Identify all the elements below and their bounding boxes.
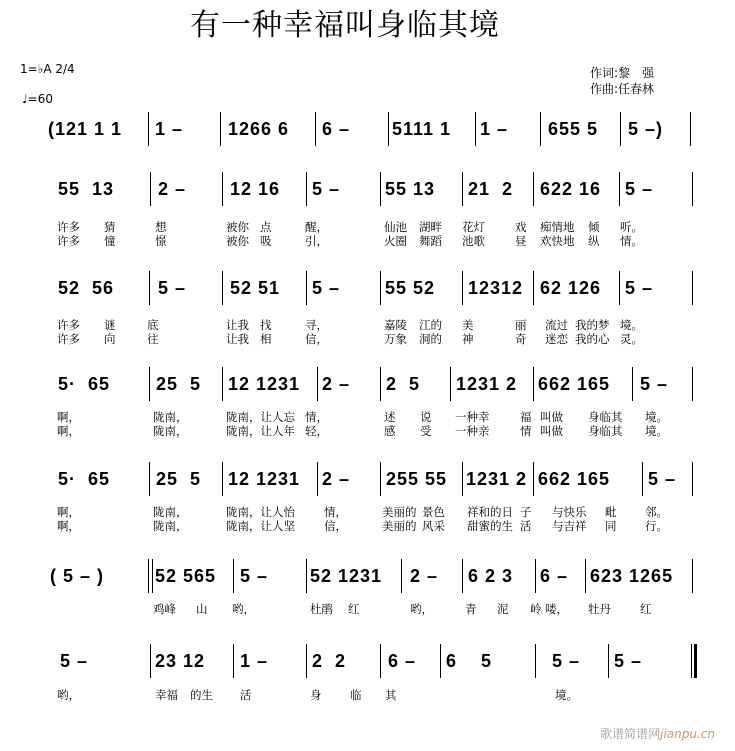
lyric-word: 寻， (305, 318, 328, 332)
lyric-word: 陇南， (153, 410, 188, 424)
lyric-word: 许多 (57, 332, 80, 346)
measure: 5 – (60, 651, 89, 671)
measure: 5 – (640, 374, 669, 394)
lyric-word: 引， (305, 234, 328, 248)
lyric-word: 万象 (384, 332, 407, 346)
barline (608, 644, 609, 678)
measure: 5111 1 (392, 119, 452, 139)
lyric-word: 轻， (305, 424, 328, 438)
measure: 52 51 (230, 278, 281, 298)
lyric-word: 美 (462, 318, 474, 332)
lyric-word: 红 (640, 602, 652, 616)
barline (692, 172, 693, 206)
lyric-word: 景色 (422, 505, 445, 519)
measure: 23 12 (155, 651, 206, 671)
barline (450, 367, 451, 401)
barline (306, 559, 307, 593)
song-title: 有一种幸福叫身临其境 (190, 8, 500, 43)
barline (691, 644, 692, 678)
barline (619, 271, 620, 305)
lyric-word: 想 (155, 220, 167, 234)
lyric-word: 身 (310, 688, 322, 702)
measure: 1 – (240, 651, 269, 671)
tempo-marking: ♩=60 (22, 92, 53, 106)
lyric-word: 情， (324, 505, 347, 519)
lyric-word: 底 (147, 318, 159, 332)
lyric-word: 猜 (104, 220, 116, 234)
barline (222, 367, 223, 401)
lyric-word: 受 (420, 424, 432, 438)
barline (585, 559, 586, 593)
measure: 2 2 (312, 651, 347, 671)
lyric-word: 奇 (515, 332, 527, 346)
barline (692, 559, 693, 593)
lyric-word: 流过 (545, 318, 568, 332)
lyric-word: 牡丹 (588, 602, 611, 616)
lyric-word: 灵。 (620, 332, 643, 346)
measure: 5 – (312, 179, 341, 199)
lyric-word: 啊， (57, 519, 80, 533)
barline (533, 172, 534, 206)
lyric-word: 往 (147, 332, 159, 346)
lyric-word: 陇南，让人忘 (226, 410, 295, 424)
lyric-word: 我的心 (575, 332, 610, 346)
lyric-word: 其 (385, 688, 397, 702)
barline (152, 559, 153, 593)
measure: 5 – (648, 469, 677, 489)
lyric-word: 山 (196, 602, 208, 616)
measure: 12 16 (230, 179, 281, 199)
lyric-word: 憧 (104, 234, 116, 248)
barline (149, 367, 150, 401)
lyric-word: 啊， (57, 424, 80, 438)
barline (462, 462, 463, 496)
lyric-word: 仙池 (384, 220, 407, 234)
measure: 1 – (480, 119, 509, 139)
barline (535, 644, 536, 678)
barline (462, 271, 463, 305)
lyric-word: 江的 (419, 318, 442, 332)
barline (533, 462, 534, 496)
watermark-cn: 歌谱简谱网 (600, 727, 661, 741)
barline (306, 271, 307, 305)
measure: 12 1231 (228, 374, 301, 394)
measure: 1 – (155, 119, 184, 139)
lyric-word: 祥和的日 (467, 505, 513, 519)
lyric-word: 境。 (620, 318, 643, 332)
measure: ( 5 – ) (50, 566, 105, 586)
barline (632, 367, 633, 401)
measure: 2 – (158, 179, 187, 199)
barline (642, 462, 643, 496)
lyric-word: 点 (260, 220, 272, 234)
barline (315, 112, 316, 146)
barline (401, 559, 402, 593)
lyric-word: 美丽的 (382, 519, 417, 533)
barline (380, 367, 381, 401)
lyric-word: 被你 (226, 234, 249, 248)
lyric-word: 嘉陵 (384, 318, 407, 332)
measure: 62 126 (540, 278, 602, 298)
lyric-word: 泥 (497, 602, 509, 616)
lyric-word: 昼 (515, 234, 527, 248)
lyric-word: 哟， (57, 688, 80, 702)
barline (533, 367, 534, 401)
lyric-word: 与吉祥 (552, 519, 587, 533)
lyric-word: 美丽的 (382, 505, 417, 519)
lyric-word: 丽 (515, 318, 527, 332)
lyric-word: 让我 (226, 332, 249, 346)
lyric-word: 喽， (545, 602, 568, 616)
lyric-word: 哟， (232, 602, 255, 616)
measure: 6 2 3 (468, 566, 514, 586)
lyric-word: 情。 (620, 234, 643, 248)
barline (150, 172, 151, 206)
measure: 5· 65 (58, 374, 111, 394)
lyric-word: 境。 (645, 410, 668, 424)
barline (233, 644, 234, 678)
lyric-word: 行。 (645, 519, 668, 533)
barline (619, 172, 620, 206)
lyric-word: 情， (305, 410, 328, 424)
lyric-word: 相 (260, 332, 272, 346)
lyric-word: 幸福 (155, 688, 178, 702)
lyric-word: 啊， (57, 505, 80, 519)
lyric-word: 神 (462, 332, 474, 346)
lyric-word: 信， (324, 519, 347, 533)
lyric-word: 境。 (555, 688, 578, 702)
measure: 25 5 (156, 469, 202, 489)
lyric-word: 感 (384, 424, 396, 438)
measure: (121 1 1 (48, 119, 123, 139)
barline (690, 112, 691, 146)
measure: 5 – (312, 278, 341, 298)
measure: 2 – (322, 469, 351, 489)
measure: 2 – (410, 566, 439, 586)
barline (222, 172, 223, 206)
barline (692, 271, 693, 305)
lyric-word: 憬 (155, 234, 167, 248)
measure: 12 1231 (228, 469, 301, 489)
barline (222, 271, 223, 305)
watermark (600, 727, 715, 741)
barline (462, 172, 463, 206)
lyric-word: 与快乐 (552, 505, 587, 519)
lyric-word: 被你 (226, 220, 249, 234)
lyric-word: 哟， (410, 602, 433, 616)
lyric-word: 痴情地 (540, 220, 575, 234)
measure: 1231 2 (466, 469, 528, 489)
barline (533, 271, 534, 305)
lyric-word: 向 (104, 332, 116, 346)
barline (149, 462, 150, 496)
barline (535, 559, 536, 593)
lyric-word: 子 (520, 505, 532, 519)
barline (306, 644, 307, 678)
key-signature: 1=♭A 2/4 (20, 62, 75, 76)
lyric-word: 身临其 (588, 424, 623, 438)
barline (222, 462, 223, 496)
lyric-word: 毗 (605, 505, 617, 519)
lyric-word: 甜蜜的生 (467, 519, 513, 533)
lyric-word: 述 (384, 410, 396, 424)
barline (150, 644, 151, 678)
lyric-word: 我的梦 (575, 318, 610, 332)
measure: 662 165 (538, 374, 611, 394)
lyric-word: 叫做 (540, 410, 563, 424)
lyric-word: 一种幸 (455, 410, 490, 424)
measure: 5 – (614, 651, 643, 671)
lyric-word: 的生 (190, 688, 213, 702)
lyric-word: 身临其 (588, 410, 623, 424)
lyric-word: 青 (465, 602, 477, 616)
lyric-word: 情 (520, 424, 532, 438)
lyric-word: 啊， (57, 410, 80, 424)
lyric-word: 火圈 (384, 234, 407, 248)
measure: 21 2 (468, 179, 514, 199)
barline (148, 559, 149, 593)
measure: 12312 (468, 278, 524, 298)
measure: 5 – (552, 651, 581, 671)
measure: 6 – (540, 566, 569, 586)
barline (380, 271, 381, 305)
lyric-word: 临 (350, 688, 362, 702)
lyric-word: 活 (520, 519, 532, 533)
lyric-word: 洞的 (419, 332, 442, 346)
barline (220, 112, 221, 146)
lyric-word: 倾 (588, 220, 600, 234)
lyric-word: 纵 (588, 234, 600, 248)
barline (692, 367, 693, 401)
measure: 2 – (322, 374, 351, 394)
lyric-word: 杜鹃 (310, 602, 333, 616)
measure: 5· 65 (58, 469, 111, 489)
lyric-word: 戏 (515, 220, 527, 234)
lyric-word: 风采 (422, 519, 445, 533)
barline (540, 112, 541, 146)
measure: 52 56 (58, 278, 115, 298)
lyric-word: 叫做 (540, 424, 563, 438)
lyric-word: 陇南， (153, 424, 188, 438)
lyric-word: 鸡峰 (153, 602, 176, 616)
measure: 55 52 (385, 278, 436, 298)
measure: 55 13 (58, 179, 115, 199)
barline (380, 462, 381, 496)
measure: 5 – (158, 278, 187, 298)
watermark-en: jianpu.cn (660, 727, 715, 741)
lyric-word: 信， (305, 332, 328, 346)
measure: 1231 2 (456, 374, 518, 394)
lyric-word: 说 (420, 410, 432, 424)
lyric-word: 陇南，让人怡 (226, 505, 295, 519)
lyric-word: 醒， (305, 220, 328, 234)
measure: 52 1231 (310, 566, 383, 586)
lyric-word: 许多 (57, 318, 80, 332)
lyric-word: 福 (520, 410, 532, 424)
barline (306, 172, 307, 206)
lyric-word: 谜 (104, 318, 116, 332)
measure: 622 16 (540, 179, 602, 199)
lyric-word: 池歌 (462, 234, 485, 248)
measure: 255 55 (386, 469, 448, 489)
lyric-word: 迷恋 (545, 332, 568, 346)
lyric-word: 陇南，让人坚 (226, 519, 295, 533)
barline (462, 559, 463, 593)
barline (317, 462, 318, 496)
lyric-word: 听。 (620, 220, 643, 234)
barline (233, 559, 234, 593)
lyric-word: 邻。 (645, 505, 668, 519)
barline (475, 112, 476, 146)
lyric-word: 陇南， (153, 505, 188, 519)
measure: 55 13 (385, 179, 436, 199)
measure: 6 – (388, 651, 417, 671)
measure: 1266 6 (228, 119, 290, 139)
barline (440, 644, 441, 678)
measure: 662 165 (538, 469, 611, 489)
barline (148, 112, 149, 146)
lyric-word: 许多 (57, 234, 80, 248)
lyric-word: 活 (240, 688, 252, 702)
lyric-word: 舞蹈 (419, 234, 442, 248)
measure: 5 – (240, 566, 269, 586)
lyric-word: 一种亲 (455, 424, 490, 438)
composer-credit: 作曲:任春林 (590, 82, 655, 96)
measure: 6 – (322, 119, 351, 139)
lyric-word: 陇南，让人年 (226, 424, 295, 438)
barline (380, 644, 381, 678)
measure: 5 – (625, 278, 654, 298)
measure: 623 1265 (590, 566, 674, 586)
lyric-word: 同 (605, 519, 617, 533)
lyric-word: 欢快地 (540, 234, 575, 248)
lyric-word: 陇南， (153, 519, 188, 533)
measure: 6 5 (446, 651, 493, 671)
lyric-word: 花灯 (462, 220, 485, 234)
barline (317, 367, 318, 401)
lyric-word: 让我 (226, 318, 249, 332)
measure: 5 –) (628, 119, 664, 139)
measure: 655 5 (548, 119, 599, 139)
lyric-word: 许多 (57, 220, 80, 234)
measure: 5 – (625, 179, 654, 199)
lyric-word: 找 (260, 318, 272, 332)
barline (149, 271, 150, 305)
barline (388, 112, 389, 146)
lyric-word: 湖畔 (419, 220, 442, 234)
barline (694, 644, 697, 678)
measure: 25 5 (156, 374, 202, 394)
barline (620, 112, 621, 146)
measure: 2 5 (386, 374, 421, 394)
lyric-word: 吸 (260, 234, 272, 248)
lyric-word: 岭 (530, 602, 542, 616)
lyric-word: 红 (348, 602, 360, 616)
barline (692, 462, 693, 496)
measure: 52 565 (155, 566, 217, 586)
lyricist-credit: 作词:黎 强 (590, 66, 655, 80)
barline (380, 172, 381, 206)
lyric-word: 境。 (645, 424, 668, 438)
